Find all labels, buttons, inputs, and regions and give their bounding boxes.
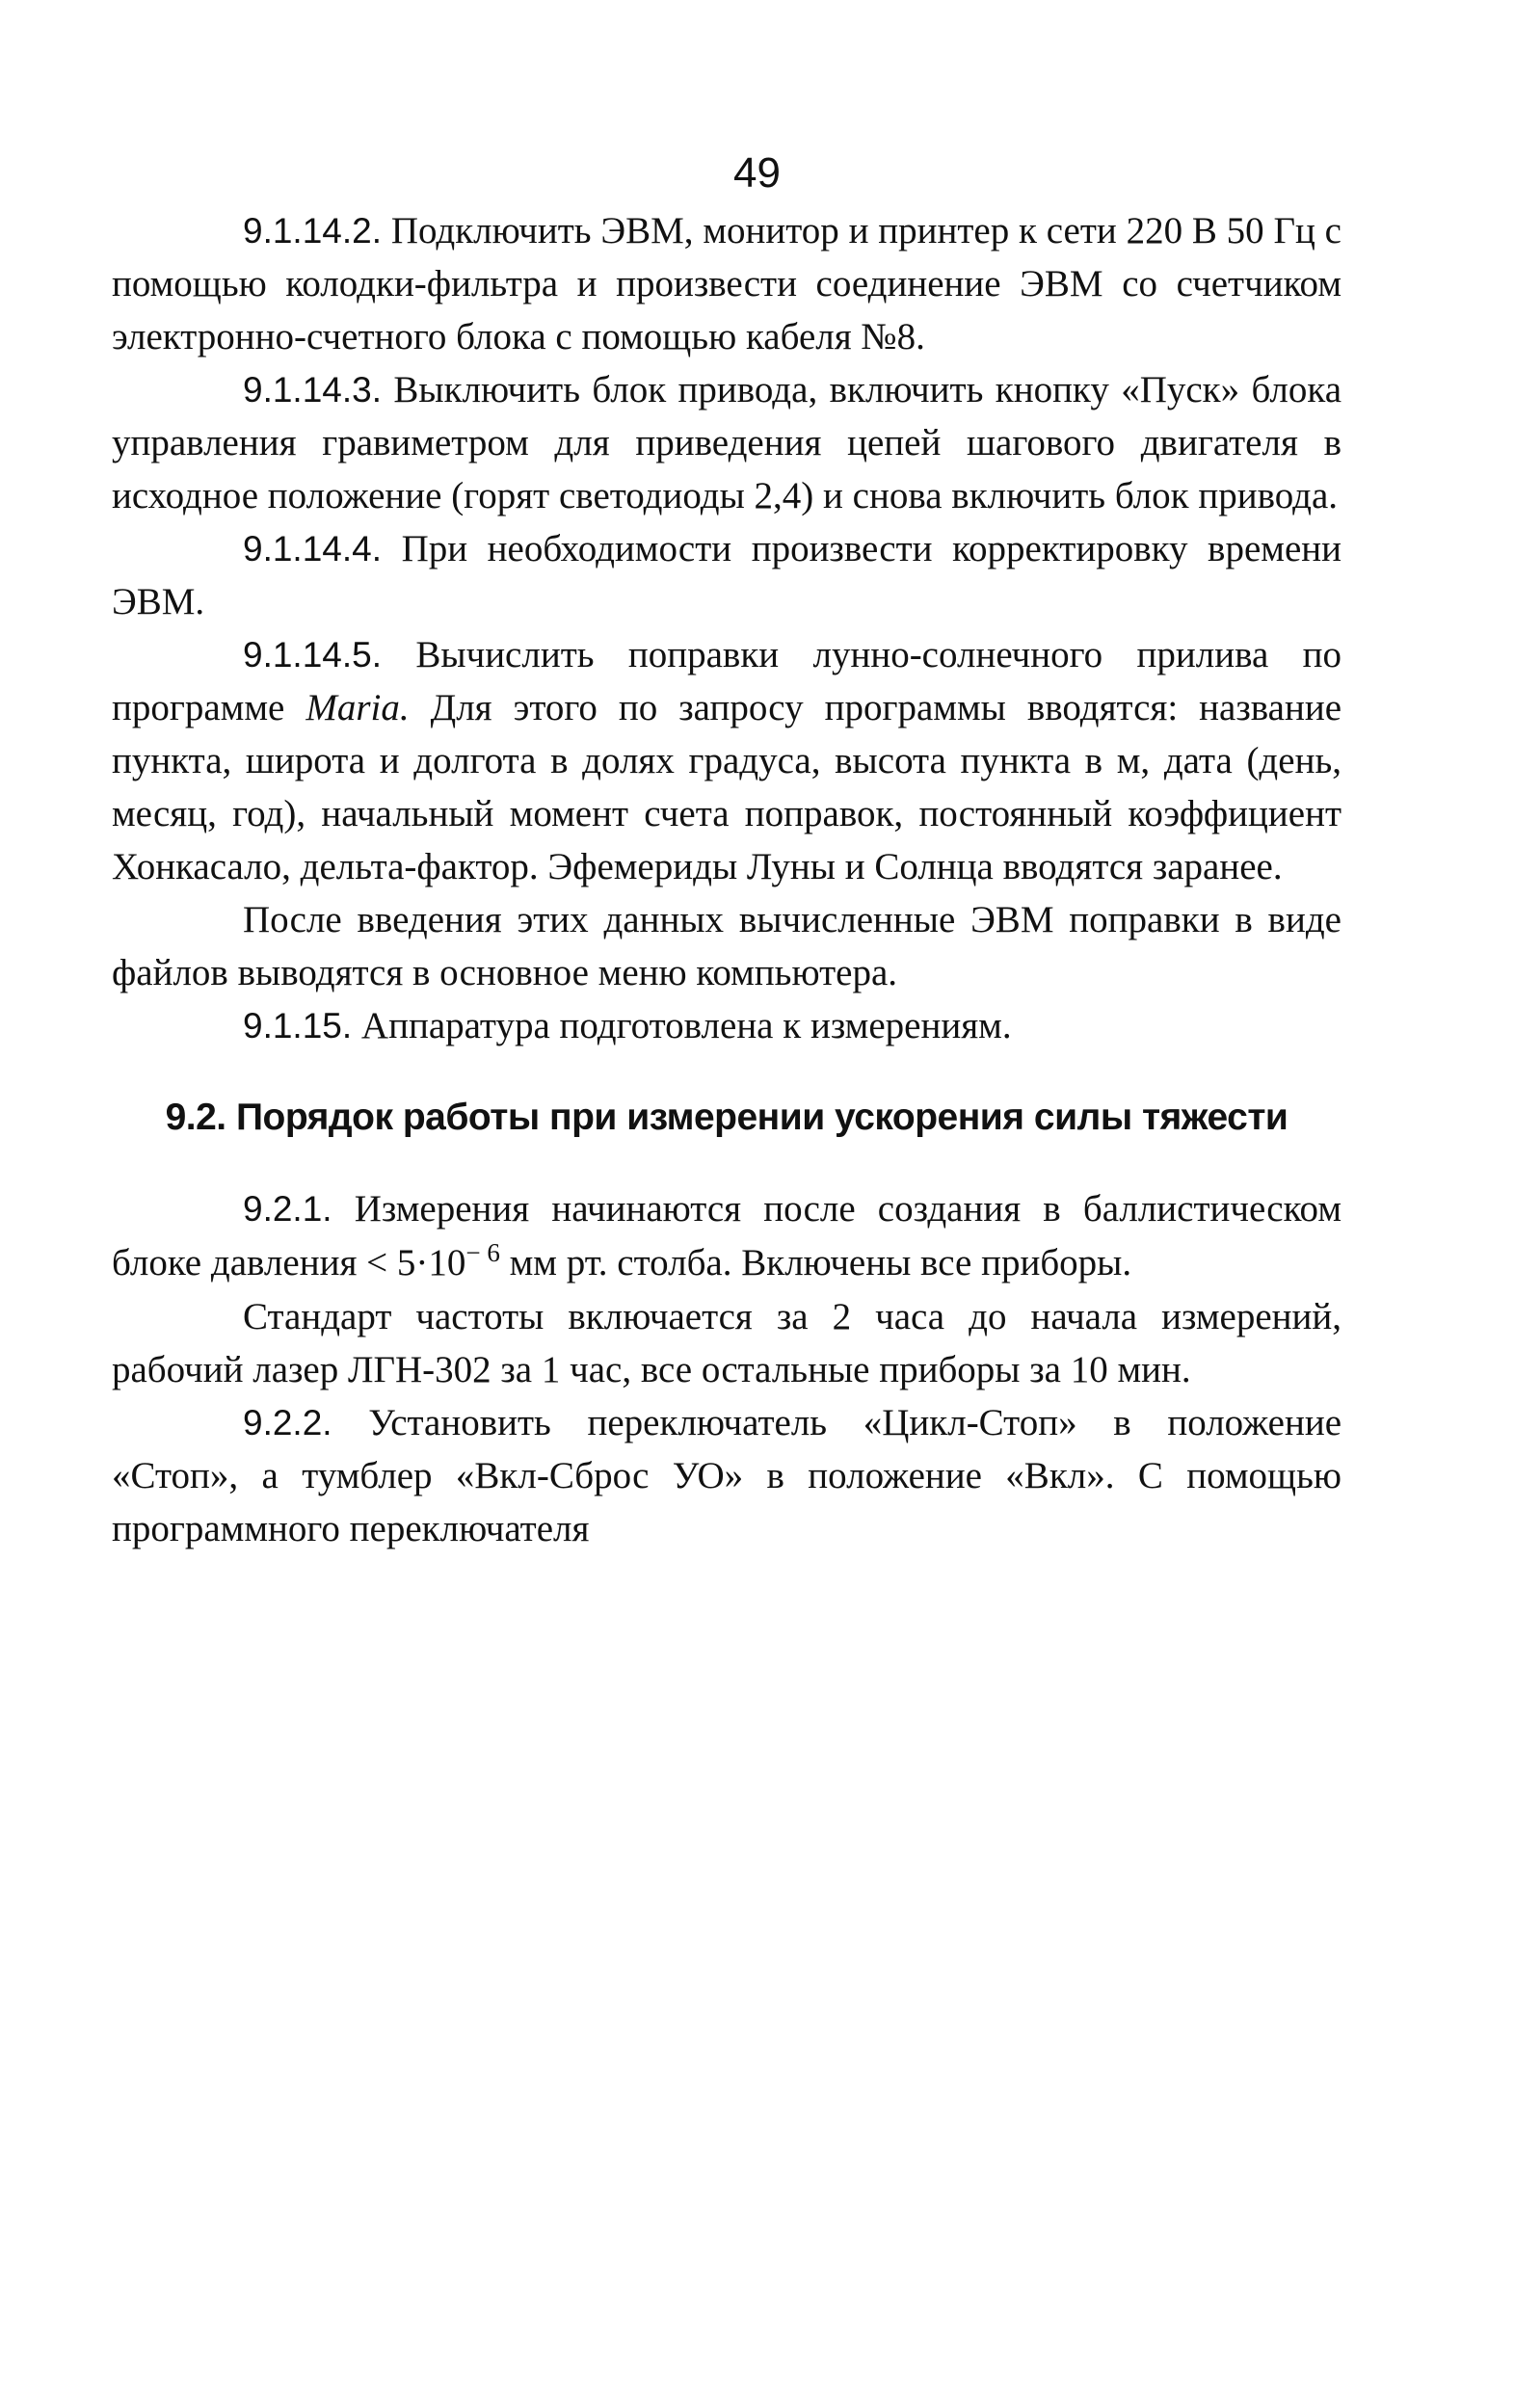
paragraph-text: Стандарт частоты включается за 2 часа до начала измерений, рабочий лазер ЛГН-302 за 1 час, все остальные приборы за 10 мин. (112, 1296, 1341, 1390)
paragraph-9-2-1 (112, 1182, 1341, 1290)
paragraph-text: Выключить блок привода, включить кнопку «Пуск» блока управления гравиметром для приведения цепей шагового двигателя в исходное положение (горят светодиоды 2,4) и снова включить блок привода. (112, 369, 1342, 516)
paragraph-9-2-2 (112, 1396, 1341, 1555)
page-body (112, 204, 1341, 1555)
paragraph-text: Подключить ЭВМ, монитор и принтер к сети 220 В 50 Гц с помощью колодки-фильтра и произвести соединение ЭВМ со счетчиком электронно-счетного блока с помощью кабеля №8. (112, 210, 1341, 357)
paragraph-number: 9.1.14.3. (243, 370, 383, 410)
paragraph-9-1-14-3 (112, 363, 1341, 522)
paragraph-text: Установить переключатель «Цикл-Стоп» в положение «Стоп», а тумблер «Вкл-Сброс УО» в положение «Вкл». С помощью программного переключателя (112, 1402, 1341, 1549)
program-name: Maria. (305, 687, 410, 728)
paragraph-text: Вычислить поправки лунно-солнечного прилива по программе (112, 634, 1341, 728)
paragraph-text-continued: мм рт. столба. Включены все приборы. (509, 1242, 1132, 1283)
paragraph-number: 9.1.15. (243, 1006, 353, 1045)
paragraph-text: Аппаратура подготовлена к измерениям. (360, 1005, 1012, 1046)
paragraph-9-1-14-2 (112, 204, 1341, 363)
paragraph-number: 9.2.2. (243, 1403, 332, 1442)
paragraph-9-1-14-4 (112, 522, 1341, 628)
paragraph-9-1-15 (112, 999, 1341, 1052)
paragraph-number: 9.1.14.4. (243, 529, 383, 569)
exponent-superscript: − 6 (465, 1238, 500, 1267)
paragraph-text: После введения этих данных вычисленные ЭВМ поправки в виде файлов выводятся в основное меню компьютера. (112, 899, 1341, 993)
paragraph-text: Измерения начинаются после создания в баллистическом блоке давления < 5·10 (112, 1188, 1341, 1283)
paragraph-number: 9.1.14.2. (243, 211, 383, 251)
paragraph-after-data-entry (112, 893, 1341, 999)
paragraph-number: 9.2.1. (243, 1189, 332, 1229)
paragraph-text-continued: Для этого по запросу программы вводятся: название пункта, широта и долгота в долях градуса, высота пункта в м, дата (день, месяц, год), начальный момент счета поправок, постоянный коэффициент Хонкасало, дельта-фактор. Эфемериды Луны и Солнца вводятся заранее. (112, 687, 1342, 887)
paragraph-text: При необходимости произвести корректировку времени ЭВМ. (112, 528, 1341, 622)
section-heading-9-2: 9.2. Порядок работы при измерении ускорения силы тяжести (165, 1097, 1288, 1138)
page-number: 49 (733, 149, 781, 197)
paragraph-9-1-14-5 (112, 628, 1341, 893)
paragraph-frequency-standard (112, 1290, 1341, 1396)
paragraph-number: 9.1.14.5. (243, 635, 383, 675)
